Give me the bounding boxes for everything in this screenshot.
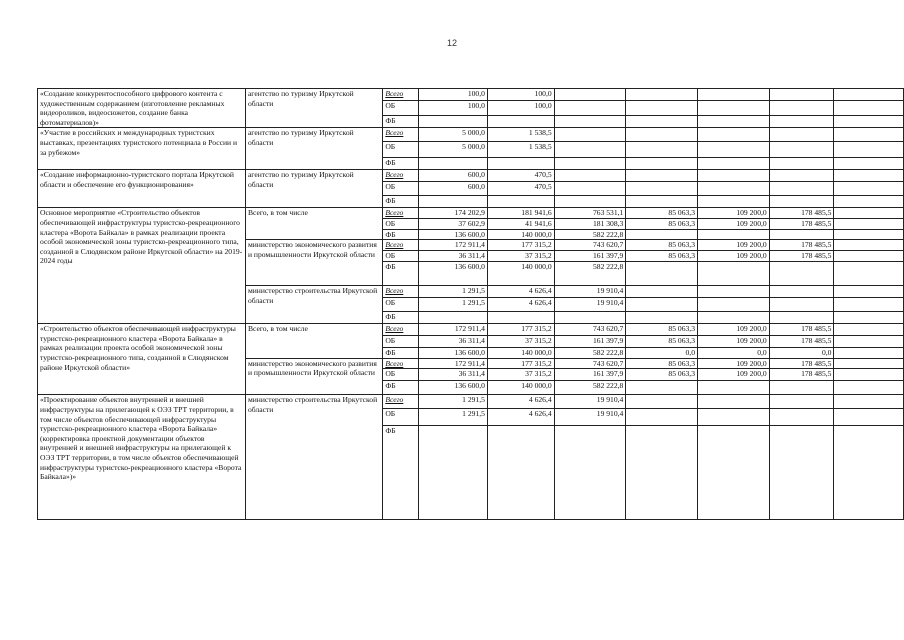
empty-cell [834,101,904,116]
amount-cell [554,142,626,158]
amount-cell: 178 485,5 [769,358,834,369]
empty-cell [834,395,904,409]
empty-cell [834,89,904,101]
amount-cell: 136 600,0 [419,381,488,395]
amount-cell: 19 910,4 [554,286,626,298]
funding-source-cell: ОБ [383,336,419,348]
amount-cell: 178 485,5 [769,218,834,229]
amount-cell [769,158,834,170]
funding-source-cell: Всего [383,240,419,251]
amount-cell: 0,0 [698,348,770,359]
amount-cell: 85 063,3 [626,324,698,336]
funding-source-cell: ОБ [383,369,419,381]
amount-cell: 161 397,9 [554,251,626,262]
activity-name-cell: «Проектирование объектов внутренней и внешней инфраструктуры на прилегающей к ОЭЗ ТРТ территории, в том числе объектов обеспечивающей инфраструктуры туристско-рекреационного кластера «Ворота Байкала» (корректировка проектной документации объектов внутренней и внешней инфраструктуры на прилегающей к ОЭЗ ТРТ территории, в том числе объектов обеспечивающей инфраструктуры туристско-рекреационного кластера «Ворота Байкала»)» [38,395,246,520]
amount-cell: 41 941,6 [487,218,554,229]
amount-cell: 109 200,0 [698,240,770,251]
amount-cell [626,182,698,196]
amount-cell [554,115,626,127]
amount-cell [698,395,770,409]
funding-source-cell: ФБ [383,196,419,208]
amount-cell: 36 311,4 [419,251,488,262]
amount-cell: 109 200,0 [698,336,770,348]
amount-cell [554,170,626,182]
amount-cell [769,426,834,520]
funding-source-cell: ОБ [383,101,419,116]
amount-cell: 109 200,0 [698,324,770,336]
amount-cell [769,381,834,395]
amount-cell: 4 626,4 [487,286,554,298]
empty-cell [834,196,904,208]
funding-source-cell: ОБ [383,298,419,312]
amount-cell: 743 620,7 [554,324,626,336]
table-row [38,208,904,219]
funding-source-cell: ФБ [383,229,419,240]
amount-cell: 85 063,3 [626,251,698,262]
empty-cell [834,170,904,182]
executor-cell: министерство строительства Иркутской области [245,286,382,324]
amount-cell [626,426,698,520]
amount-cell: 109 200,0 [698,358,770,369]
amount-cell [419,196,488,208]
amount-cell: 174 202,9 [419,208,488,219]
amount-cell: 19 910,4 [554,395,626,409]
amount-cell [698,298,770,312]
table-row [38,128,904,142]
empty-cell [834,336,904,348]
amount-cell: 5 000,0 [419,128,488,142]
amount-cell: 1 291,5 [419,286,488,298]
empty-cell [834,128,904,142]
amount-cell: 0,0 [769,348,834,359]
amount-cell [419,426,488,520]
amount-cell [626,158,698,170]
table-row [38,324,904,336]
executor-cell: министерство экономического развития и промышленности Иркутской области [245,358,382,395]
amount-cell [554,128,626,142]
amount-cell: 140 000,0 [487,262,554,286]
amount-cell: 1 538,5 [487,128,554,142]
empty-cell [834,240,904,251]
amount-cell [698,229,770,240]
table-row [38,89,904,101]
amount-cell [487,426,554,520]
amount-cell [698,381,770,395]
amount-cell: 161 397,9 [554,336,626,348]
empty-cell [834,358,904,369]
amount-cell [769,298,834,312]
executor-cell: Всего, в том числе [245,324,382,359]
amount-cell [419,115,488,127]
amount-cell [698,182,770,196]
amount-cell: 0,0 [626,348,698,359]
funding-source-cell: Всего [383,395,419,409]
empty-cell [834,251,904,262]
amount-cell [769,142,834,158]
amount-cell: 470,5 [487,170,554,182]
amount-cell [419,312,488,324]
amount-cell [626,142,698,158]
amount-cell [698,142,770,158]
funding-source-cell: Всего [383,208,419,219]
amount-cell: 1 538,5 [487,142,554,158]
amount-cell: 85 063,3 [626,358,698,369]
empty-cell [834,324,904,336]
amount-cell: 109 200,0 [698,218,770,229]
amount-cell: 36 311,4 [419,336,488,348]
amount-cell: 4 626,4 [487,409,554,426]
amount-cell [419,158,488,170]
amount-cell [487,312,554,324]
empty-cell [834,312,904,324]
amount-cell [769,182,834,196]
amount-cell: 600,0 [419,170,488,182]
amount-cell: 100,0 [419,101,488,116]
funding-source-cell: ФБ [383,426,419,520]
amount-cell: 37 602,9 [419,218,488,229]
amount-cell [698,426,770,520]
empty-cell [834,381,904,395]
amount-cell: 100,0 [487,101,554,116]
funding-source-cell: ОБ [383,142,419,158]
amount-cell [769,312,834,324]
amount-cell: 178 485,5 [769,240,834,251]
amount-cell: 136 600,0 [419,262,488,286]
empty-cell [834,348,904,359]
amount-cell [769,229,834,240]
amount-cell [698,196,770,208]
amount-cell: 85 063,3 [626,240,698,251]
amount-cell: 5 000,0 [419,142,488,158]
amount-cell [769,286,834,298]
amount-cell [769,101,834,116]
empty-cell [834,218,904,229]
funding-source-cell: Всего [383,89,419,101]
amount-cell [769,409,834,426]
amount-cell [698,101,770,116]
amount-cell: 37 315,2 [487,336,554,348]
amount-cell: 37 315,2 [487,251,554,262]
amount-cell: 19 910,4 [554,298,626,312]
amount-cell [626,298,698,312]
amount-cell: 4 626,4 [487,395,554,409]
amount-cell [626,101,698,116]
amount-cell: 109 200,0 [698,251,770,262]
activity-name-cell: «Создание информационно-туристского портала Иркутской области и обеспечение его функционирования» [38,170,246,208]
amount-cell [626,395,698,409]
empty-cell [834,182,904,196]
amount-cell [626,128,698,142]
table-row [38,170,904,182]
executor-cell: агентство по туризму Иркутской области [245,128,382,170]
amount-cell [698,286,770,298]
amount-cell [698,262,770,286]
table-row [38,395,904,409]
amount-cell: 178 485,5 [769,251,834,262]
amount-cell [626,409,698,426]
amount-cell: 109 200,0 [698,369,770,381]
amount-cell: 582 222,8 [554,229,626,240]
amount-cell: 177 315,2 [487,358,554,369]
activity-name-cell: Основное мероприятие «Строительство объектов обеспечивающей инфраструктуры туристско-рекреационного кластера «Ворота Байкала» в рамках реализации проекта особой экономической зоны туристско-рекреационного типа, созданной в Слюдянском районе Иркутской области» на 2019-2024 годы [38,208,246,324]
amount-cell: 177 315,2 [487,240,554,251]
amount-cell: 1 291,5 [419,298,488,312]
amount-cell [698,312,770,324]
funding-source-cell: Всего [383,128,419,142]
empty-cell [834,208,904,219]
amount-cell [554,89,626,101]
funding-source-cell: Всего [383,358,419,369]
amount-cell: 85 063,3 [626,218,698,229]
amount-cell [626,312,698,324]
funding-source-cell: ФБ [383,348,419,359]
amount-cell: 19 910,4 [554,409,626,426]
amount-cell: 37 315,2 [487,369,554,381]
amount-cell [626,381,698,395]
amount-cell [487,115,554,127]
amount-cell: 136 600,0 [419,229,488,240]
amount-cell: 743 620,7 [554,358,626,369]
funding-source-cell: Всего [383,286,419,298]
executor-cell: агентство по туризму Иркутской области [245,170,382,208]
amount-cell [554,196,626,208]
amount-cell: 85 063,3 [626,369,698,381]
amount-cell: 100,0 [419,89,488,101]
empty-cell [834,115,904,127]
amount-cell: 109 200,0 [698,208,770,219]
amount-cell: 582 222,8 [554,348,626,359]
activity-name-cell: «Участие в российских и международных туристских выставках, презентациях туристского потенциала в России и за рубежом» [38,128,246,170]
funding-source-cell: ОБ [383,409,419,426]
executor-cell: министерство строительства Иркутской области [245,395,382,520]
amount-cell [626,170,698,182]
amount-cell [626,115,698,127]
executor-cell: Всего, в том числе [245,208,382,240]
amount-cell [769,196,834,208]
activity-name-cell: «Создание конкурентоспособного цифрового контента с художественным содержанием (изготовление рекламных видеороликов, видеосюжетов, создание банка фотоматериалов)» [38,89,246,128]
amount-cell [698,409,770,426]
empty-cell [834,369,904,381]
amount-cell: 763 531,1 [554,208,626,219]
empty-cell [834,142,904,158]
amount-cell: 85 063,3 [626,336,698,348]
amount-cell [769,128,834,142]
amount-cell: 172 911,4 [419,324,488,336]
amount-cell: 4 626,4 [487,298,554,312]
amount-cell [554,182,626,196]
amount-cell: 100,0 [487,89,554,101]
activity-name-cell: «Строительство объектов обеспечивающей инфраструктуры туристско-рекреационного кластера «Ворота Байкала» в рамках реализации проекта особой экономической зоны туристско-рекреационного типа, созданной в Слюдянском районе Иркутской области» [38,324,246,395]
amount-cell: 140 000,0 [487,381,554,395]
empty-cell [834,409,904,426]
amount-cell [626,89,698,101]
amount-cell: 743 620,7 [554,240,626,251]
amount-cell [769,395,834,409]
amount-cell: 178 485,5 [769,369,834,381]
funding-source-cell: ОБ [383,182,419,196]
amount-cell [554,426,626,520]
amount-cell [554,101,626,116]
empty-cell [834,426,904,520]
executor-cell: агентство по туризму Иркутской области [245,89,382,128]
amount-cell: 161 397,9 [554,369,626,381]
amount-cell [554,312,626,324]
amount-cell [698,89,770,101]
amount-cell: 172 911,4 [419,358,488,369]
funding-source-cell: ФБ [383,115,419,127]
amount-cell: 140 000,0 [487,348,554,359]
amount-cell: 136 600,0 [419,348,488,359]
funding-source-cell: ФБ [383,158,419,170]
amount-cell: 178 485,5 [769,324,834,336]
amount-cell: 470,5 [487,182,554,196]
amount-cell: 85 063,3 [626,208,698,219]
funding-source-cell: ОБ [383,218,419,229]
amount-cell: 178 485,5 [769,208,834,219]
amount-cell [626,229,698,240]
funding-source-cell: ФБ [383,262,419,286]
amount-cell: 181 941,6 [487,208,554,219]
empty-cell [834,262,904,286]
budget-table [37,88,904,520]
amount-cell: 582 222,8 [554,381,626,395]
executor-cell: министерство экономического развития и промышленности Иркутской области [245,240,382,286]
amount-cell: 1 291,5 [419,409,488,426]
empty-cell [834,158,904,170]
amount-cell: 178 485,5 [769,336,834,348]
funding-source-cell: Всего [383,324,419,336]
amount-cell [487,196,554,208]
amount-cell: 582 222,8 [554,262,626,286]
funding-source-cell: ОБ [383,251,419,262]
amount-cell [487,158,554,170]
amount-cell: 1 291,5 [419,395,488,409]
amount-cell [769,262,834,286]
amount-cell: 600,0 [419,182,488,196]
amount-cell [626,196,698,208]
empty-cell [834,298,904,312]
amount-cell: 181 308,3 [554,218,626,229]
amount-cell [626,262,698,286]
amount-cell [769,89,834,101]
funding-source-cell: ФБ [383,381,419,395]
amount-cell [698,115,770,127]
amount-cell [698,170,770,182]
amount-cell: 140 000,0 [487,229,554,240]
amount-cell [698,128,770,142]
amount-cell [554,158,626,170]
empty-cell [834,286,904,298]
amount-cell: 172 911,4 [419,240,488,251]
funding-source-cell: Всего [383,170,419,182]
funding-source-cell: ФБ [383,312,419,324]
amount-cell: 177 315,2 [487,324,554,336]
empty-cell [834,229,904,240]
amount-cell [769,170,834,182]
amount-cell [626,286,698,298]
page-number: 12 [446,38,457,48]
amount-cell: 36 311,4 [419,369,488,381]
amount-cell [769,115,834,127]
amount-cell [698,158,770,170]
